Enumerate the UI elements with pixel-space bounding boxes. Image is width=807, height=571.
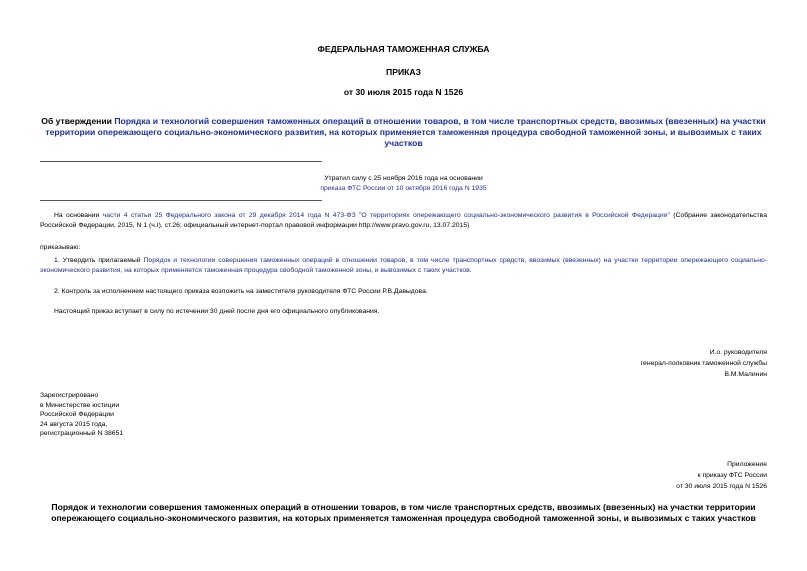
procedure-link[interactable]: Порядок и технологии совершения таможенных операций в отношении товаров, в том числе транспортных средств, ввозимых (ввезенных) на участки территории опережающего социально-экономического развития, на которых применяется таможенная процедура свободной таможенной зоны, и вывозимых с таких участков — [40, 257, 767, 274]
item-1-suffix: . — [469, 266, 472, 274]
order-heading: ПРИКАЗ — [386, 67, 421, 77]
divider-bottom — [40, 200, 322, 201]
basis-paragraph — [40, 211, 767, 230]
divider-top — [40, 161, 322, 162]
basis-prefix: На основании — [54, 212, 103, 219]
registration-line-4: 24 августа 2015 года, — [40, 420, 108, 428]
effective-date-paragraph: Настоящий приказ вступает в силу по истечении 30 дней после дня его официального опубликования. — [54, 308, 380, 315]
signature-name: В.М.Малинин — [724, 371, 767, 378]
item-1 — [40, 256, 767, 275]
item-2: 2. Контроль за исполнением настоящего приказа возложить на заместителя руководителя ФТС России Р.В.Давыдова. — [54, 288, 428, 295]
registration-line-5: регистрационный N 38651 — [40, 430, 124, 437]
signature-block — [641, 347, 767, 380]
registration-line-2: в Министерстве юстиции — [40, 401, 120, 409]
expired-line: Утратил силу с 25 ноября 2016 года на основании — [324, 175, 483, 182]
appendix-label: Приложение — [727, 461, 767, 468]
registration-line-1: Зарегистрировано — [40, 392, 99, 399]
signature-position: И.о. руководителя — [709, 349, 767, 356]
expired-order-link[interactable]: приказа ФТС России от 10 октября 2016 года N 1935 — [320, 185, 487, 192]
title-procedure-link[interactable]: Порядка и технологий совершения таможенных операций в отношении товаров, в том числе транспортных средств, ввозимых (ввезенных) на участки территории опережающего социально-экономического развития, на которых применяется таможенная процедура свободной таможенной зоны, и вывозимых с таких участков — [45, 116, 766, 148]
signature-rank: генерал-полковник таможенной службы — [640, 360, 767, 367]
expired-notice — [40, 174, 767, 194]
registration-line-3: Российской Федерации — [40, 411, 114, 418]
registration-block — [40, 391, 123, 439]
order-date-number: от 30 июля 2015 года N 1526 — [343, 87, 464, 97]
title-prefix: Об утверждении — [41, 116, 115, 126]
appendix-block — [676, 459, 767, 492]
item-1-prefix: 1. Утвердить прилагаемый — [54, 257, 144, 264]
appendix-reference: к приказу ФТС России — [697, 472, 767, 479]
appendix-title: Порядок и технологии совершения таможенных операций в отношении товаров, в том числе транспортных средств, ввозимых (ввезенных) на участки территории опережающего социально-экономического развития, на которых применяется таможенная процедура свободной таможенной зоны, и вывозимых с таких участков — [51, 502, 756, 523]
order-title — [40, 116, 767, 149]
appendix-date: от 30 июля 2015 года N 1526 — [676, 483, 767, 490]
order-word: приказываю: — [40, 244, 81, 251]
basis-suffix: (Собрание законодательства Российской Федерации, 2015, N 1 (ч.I), ст.26; официальный интернет-портал правовой информации http://www.pravo.gov.ru, 13.07.2015) — [40, 212, 767, 229]
agency-heading: ФЕДЕРАЛЬНАЯ ТАМОЖЕННАЯ СЛУЖБА — [317, 44, 490, 54]
federal-law-link[interactable]: части 4 статьи 25 Федерального закона от 29 декабря 2014 года N 473-ФЗ "О территориях опережающего социально-экономического развития в Российской Федерации" — [102, 212, 670, 219]
